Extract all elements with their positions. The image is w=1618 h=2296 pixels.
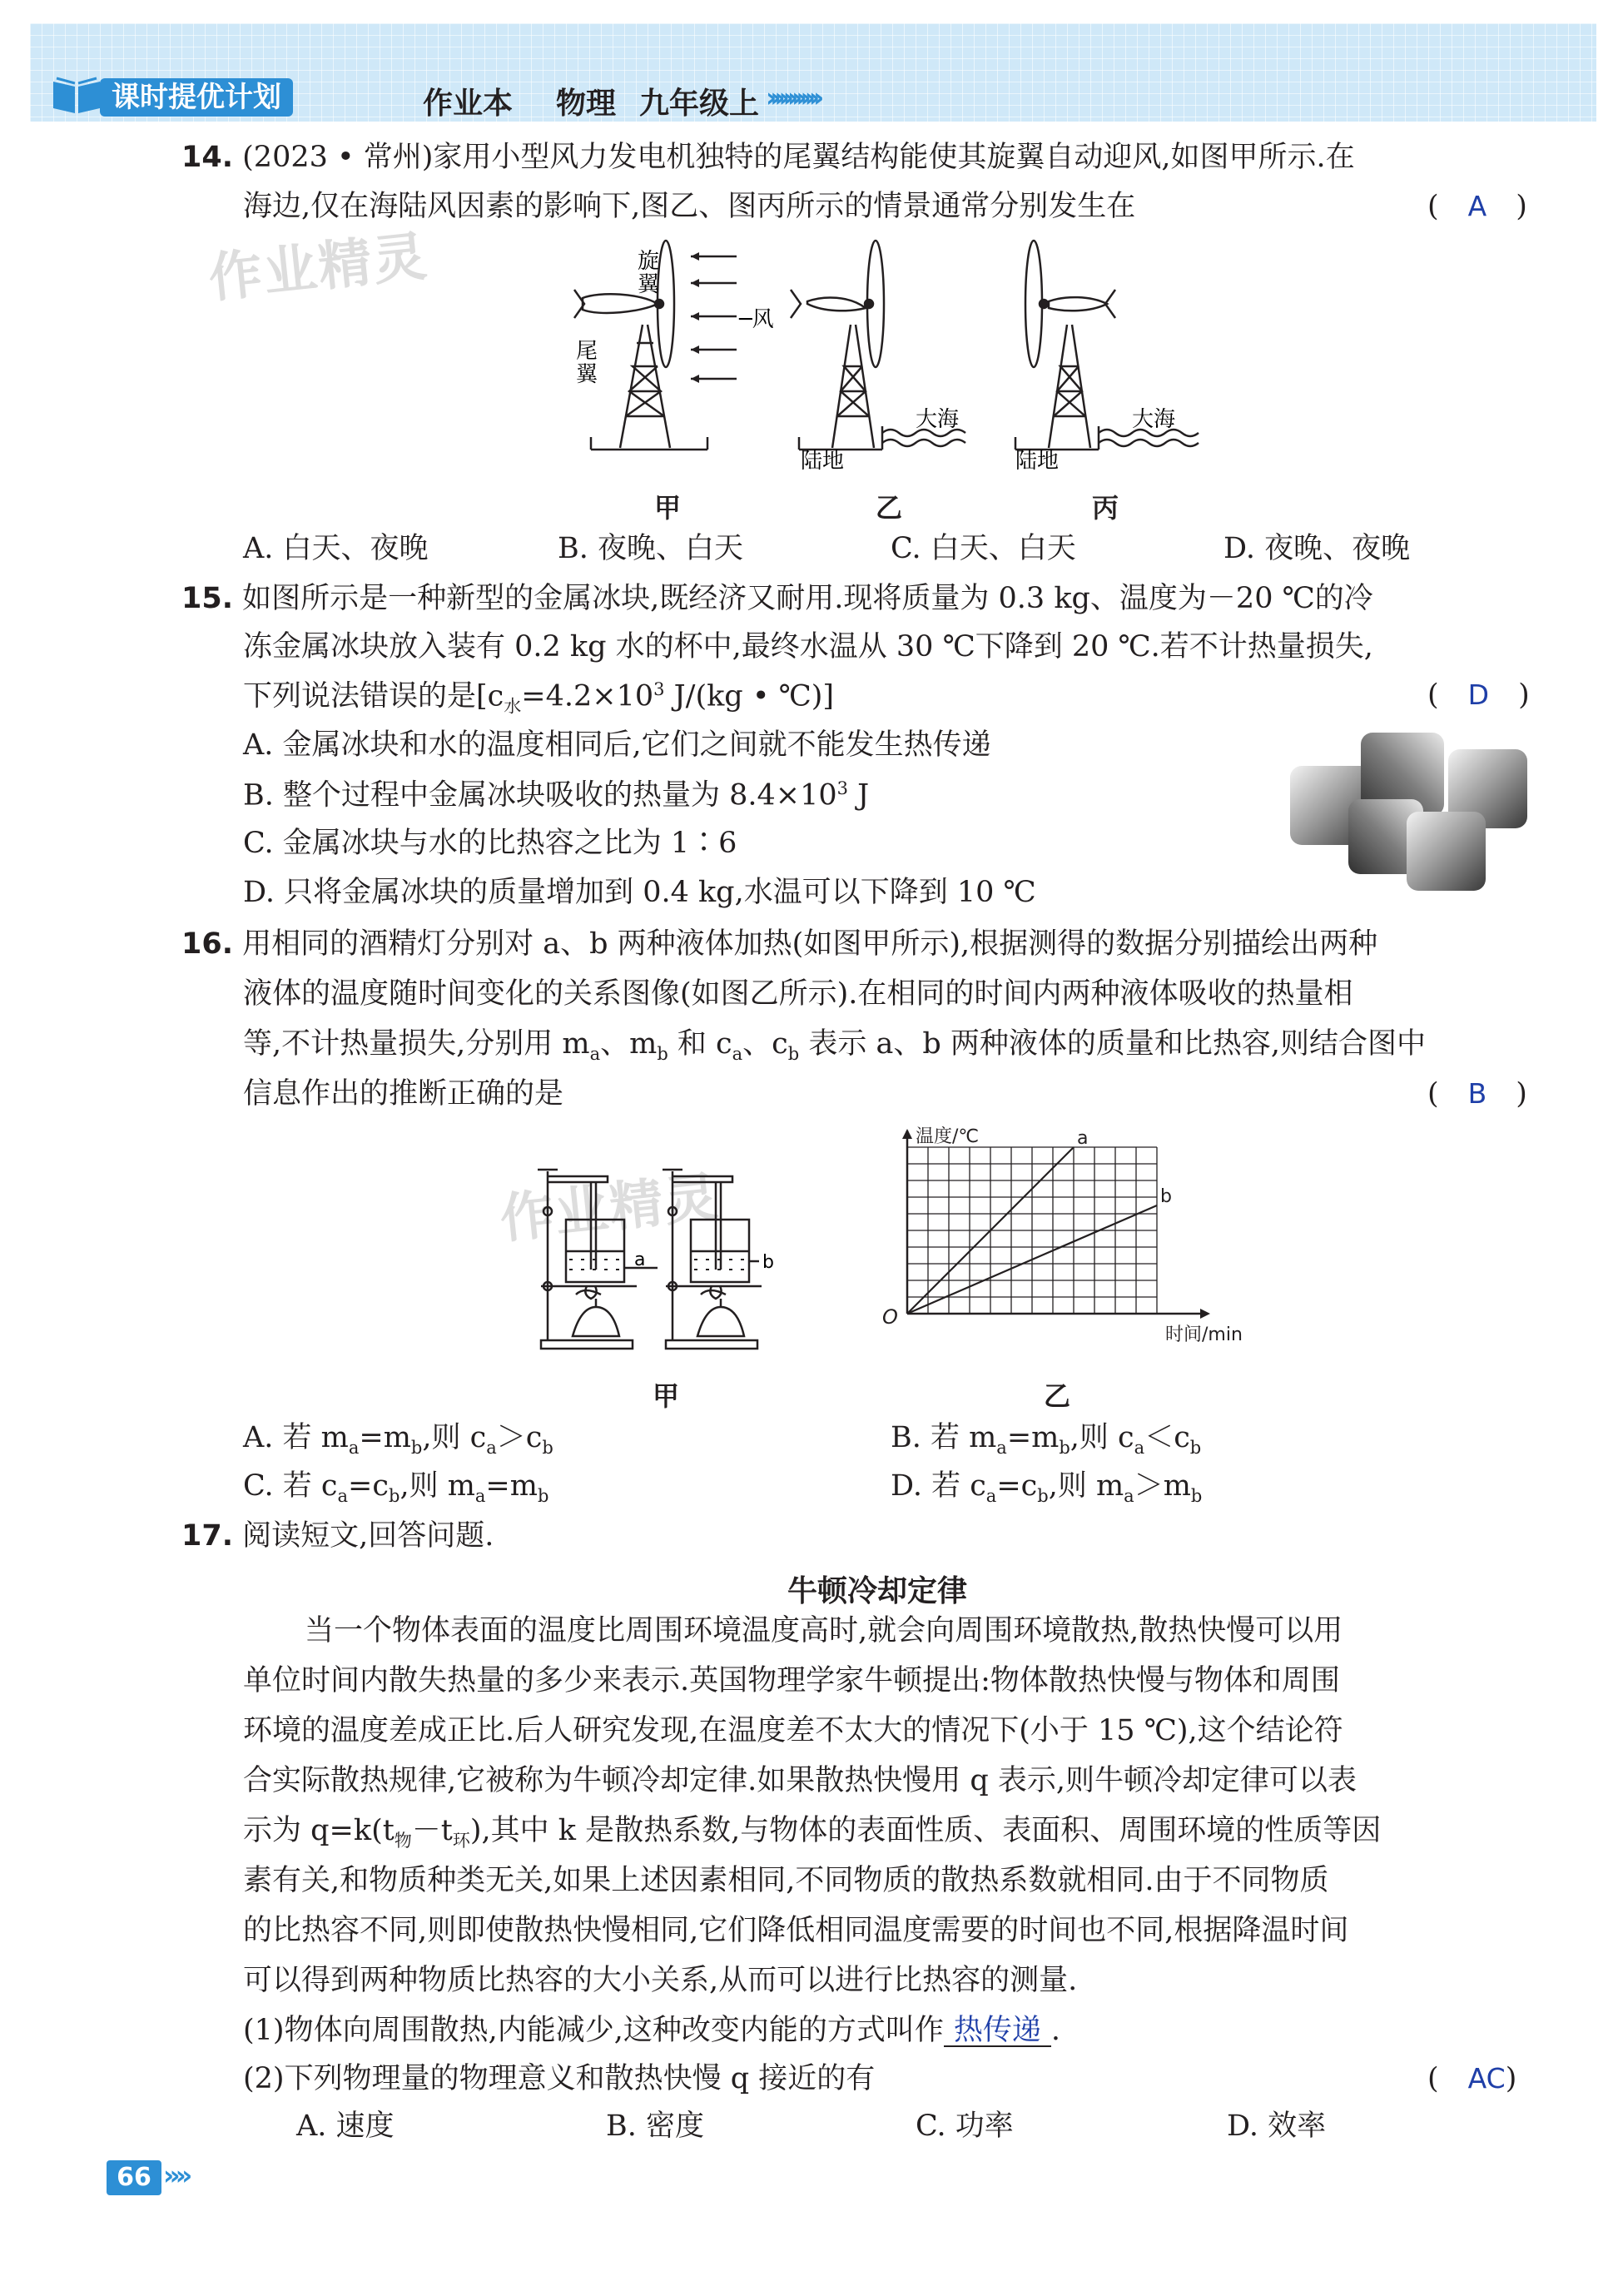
q14-caption-c: 丙 xyxy=(1092,492,1119,524)
q14-option-b: B. 夜晚、白天 xyxy=(558,532,743,565)
q15-line2: 冻金属冰块放入装有 0.2 kg 水的杯中,最终水温从 30 ℃下降到 20 ℃.若不计热量损失, xyxy=(243,630,1373,663)
q17-option-c: C. 功率 xyxy=(916,2110,1014,2143)
fig-label-tail-1: 尾 xyxy=(576,339,598,364)
q16-line1: 16. 用相同的酒精灯分别对 a、b 两种液体加热(如图甲所示),根据测得的数据分别描绘出两种 xyxy=(181,927,1378,961)
q16-option-a: A. 若 $m_a=m_b$,则 $c_a>c_b$ xyxy=(243,1421,553,1458)
q15-option-b: B. 整个过程中金属冰块吸收的热量为 $8.4\times 10^3$ J xyxy=(243,778,870,813)
q16-answer: ( B ) xyxy=(1427,1077,1527,1111)
q14-caption-b: 乙 xyxy=(876,492,903,524)
q17-para-line6: 素有关,和物质种类无关,如果上述因素相同,不同物质的散热系数就相同.由于不同物质 xyxy=(243,1864,1329,1897)
fig-label-rotor-1: 旋 xyxy=(638,249,660,274)
fig-label-b: b xyxy=(762,1252,774,1273)
fig-label-rotor-2: 翼 xyxy=(638,272,660,297)
metal-ice-cubes-image xyxy=(1282,716,1531,899)
q17-para-line1: 当一个物体表面的温度比周围环境温度高时,就会向周围环境散热,散热快慢可以用 xyxy=(305,1614,1343,1647)
q17-sub1-answer: 热传递 xyxy=(944,2016,1051,2047)
x-axis-label: 时间/min xyxy=(1165,1324,1243,1345)
q17-option-a: A. 速度 xyxy=(296,2110,395,2143)
q14-line1: 14. (2023 • 常州)家用小型风力发电机独特的尾翼结构能使其旋翼自动迎风,如图甲所示.在 xyxy=(181,141,1355,174)
q15-line3: 下列说法错误的是[$c_水=4.2\times 10^3$ J/(kg • ℃)] xyxy=(243,679,835,717)
q17-para-line4: 合实际散热规律,它被称为牛顿冷却定律.如果散热快慢用 q 表示,则牛顿冷却定律可以表 xyxy=(243,1764,1357,1797)
fig-label-land: 陆地 xyxy=(801,449,845,474)
fig-label-sea: 大海 xyxy=(916,407,960,432)
q17-sub2-answer: ( AC) xyxy=(1427,2062,1517,2095)
q17-para-line8: 可以得到两种物质比热容的大小关系,从而可以进行比热容的测量. xyxy=(243,1964,1078,1997)
fig-label-a: a xyxy=(634,1250,646,1270)
q14-answer: ( A ) xyxy=(1427,190,1527,223)
page-arrow-icon: »» xyxy=(163,2159,188,2191)
q15-option-c: C. 金属冰块与水的比热容之比为 1∶6 xyxy=(243,827,737,860)
q16-line3: 等,不计热量损失,分别用 $m_a$、$m_b$ 和 $c_a$、$c_b$ 表示 a、b 两种液体的质量和比热容,则结合图中 xyxy=(243,1027,1426,1064)
watermark: 作业精灵 xyxy=(497,1166,722,1251)
q16-option-c: C. 若 $c_a=c_b$,则 $m_a=m_b$ xyxy=(243,1469,549,1506)
q17-intro: 17. 阅读短文,回答问题. xyxy=(181,1519,494,1553)
watermark: 作业精灵 xyxy=(206,226,431,311)
q16-line4: 信息作出的推断正确的是 xyxy=(243,1077,564,1111)
q17-para-line2: 单位时间内散失热量的多少来表示.英国物理学家牛顿提出:物体散热快慢与物体和周围 xyxy=(243,1664,1340,1697)
q17-option-d: D. 效率 xyxy=(1227,2110,1327,2143)
q17-para-line5: 示为 $q=k(t_物-t_环)$,其中 k 是散热系数,与物体的表面性质、表面积、周围环境的性质等因 xyxy=(243,1814,1382,1851)
header-arrows-icon: ›››››››››››› xyxy=(766,82,818,113)
header-book: 作业本 xyxy=(423,87,514,121)
q17-article-title: 牛顿冷却定律 xyxy=(787,1574,968,1608)
q14-option-d: D. 夜晚、夜晚 xyxy=(1223,532,1411,565)
q14-caption-a: 甲 xyxy=(654,492,682,524)
q14-option-a: A. 白天、夜晚 xyxy=(243,532,429,565)
temperature-time-chart xyxy=(874,1124,1257,1357)
q15-option-d: D. 只将金属冰块的质量增加到 0.4 kg,水温可以下降到 10 ℃ xyxy=(243,876,1036,909)
header-grade: 九年级上 xyxy=(639,87,760,121)
q17-sub2: (2)下列物理量的物理意义和散热快慢 q 接近的有 xyxy=(243,2062,876,2095)
q14-line2: 海边,仅在海陆风因素的影响下,图乙、图丙所示的情景通常分别发生在 xyxy=(243,190,1136,223)
q16-line2: 液体的温度随时间变化的关系图像(如图乙所示).在相同的时间内两种液体吸收的热量相 xyxy=(243,977,1353,1011)
q17-option-b: B. 密度 xyxy=(606,2110,704,2143)
q14-figure xyxy=(566,233,1248,516)
header-subject: 物理 xyxy=(556,87,617,121)
q14-option-c: C. 白天、白天 xyxy=(891,532,1076,565)
q16-caption-b: 乙 xyxy=(1044,1380,1071,1412)
book-icon xyxy=(50,70,103,117)
x-axis-arrow xyxy=(1200,1309,1210,1319)
page-number: 66 xyxy=(107,2160,161,2195)
brand-label: 课时提优计划 xyxy=(100,78,293,117)
q16-option-d: D. 若 $c_a=c_b$,则 $m_a>m_b$ xyxy=(891,1469,1203,1506)
fig-label-tail-2: 翼 xyxy=(576,362,598,387)
q16-caption-a: 甲 xyxy=(653,1380,680,1412)
q15-answer: ( D ) xyxy=(1427,678,1530,712)
q14-number: 14. xyxy=(181,141,234,174)
q16-option-b: B. 若 $m_a=m_b$,则 $c_a<c_b$ xyxy=(891,1421,1202,1458)
q17-para-line7: 的比热容不同,则即使散热快慢相同,它们降低相同温度需要的时间也不同,根据降温时间 xyxy=(243,1914,1349,1947)
fig-label-sea: 大海 xyxy=(1132,407,1176,432)
origin-label: O xyxy=(882,1305,898,1329)
q17-para-line3: 环境的温度差成正比.后人研究发现,在温度差不太大的情况下(小于 15 ℃),这个结论符 xyxy=(243,1714,1343,1747)
q17-sub1: (1)物体向周围散热,内能减少,这种改变内能的方式叫作 热传递 . xyxy=(243,2014,1060,2047)
y-axis-label: 温度/℃ xyxy=(916,1126,980,1147)
q16-heating-apparatus xyxy=(533,1161,799,1357)
q15-option-a: A. 金属冰块和水的温度相同后,它们之间就不能发生热传递 xyxy=(243,728,991,762)
q15-line1: 15. 如图所示是一种新型的金属冰块,既经济又耐用.现将质量为 0.3 kg、温度为－20 ℃的冷 xyxy=(181,582,1373,615)
series-label-b: b xyxy=(1160,1186,1172,1207)
series-label-a: a xyxy=(1077,1128,1089,1149)
y-axis-arrow xyxy=(902,1129,912,1139)
fig-label-land: 陆地 xyxy=(1015,449,1060,474)
fig-label-wind: ─风 xyxy=(739,307,774,332)
